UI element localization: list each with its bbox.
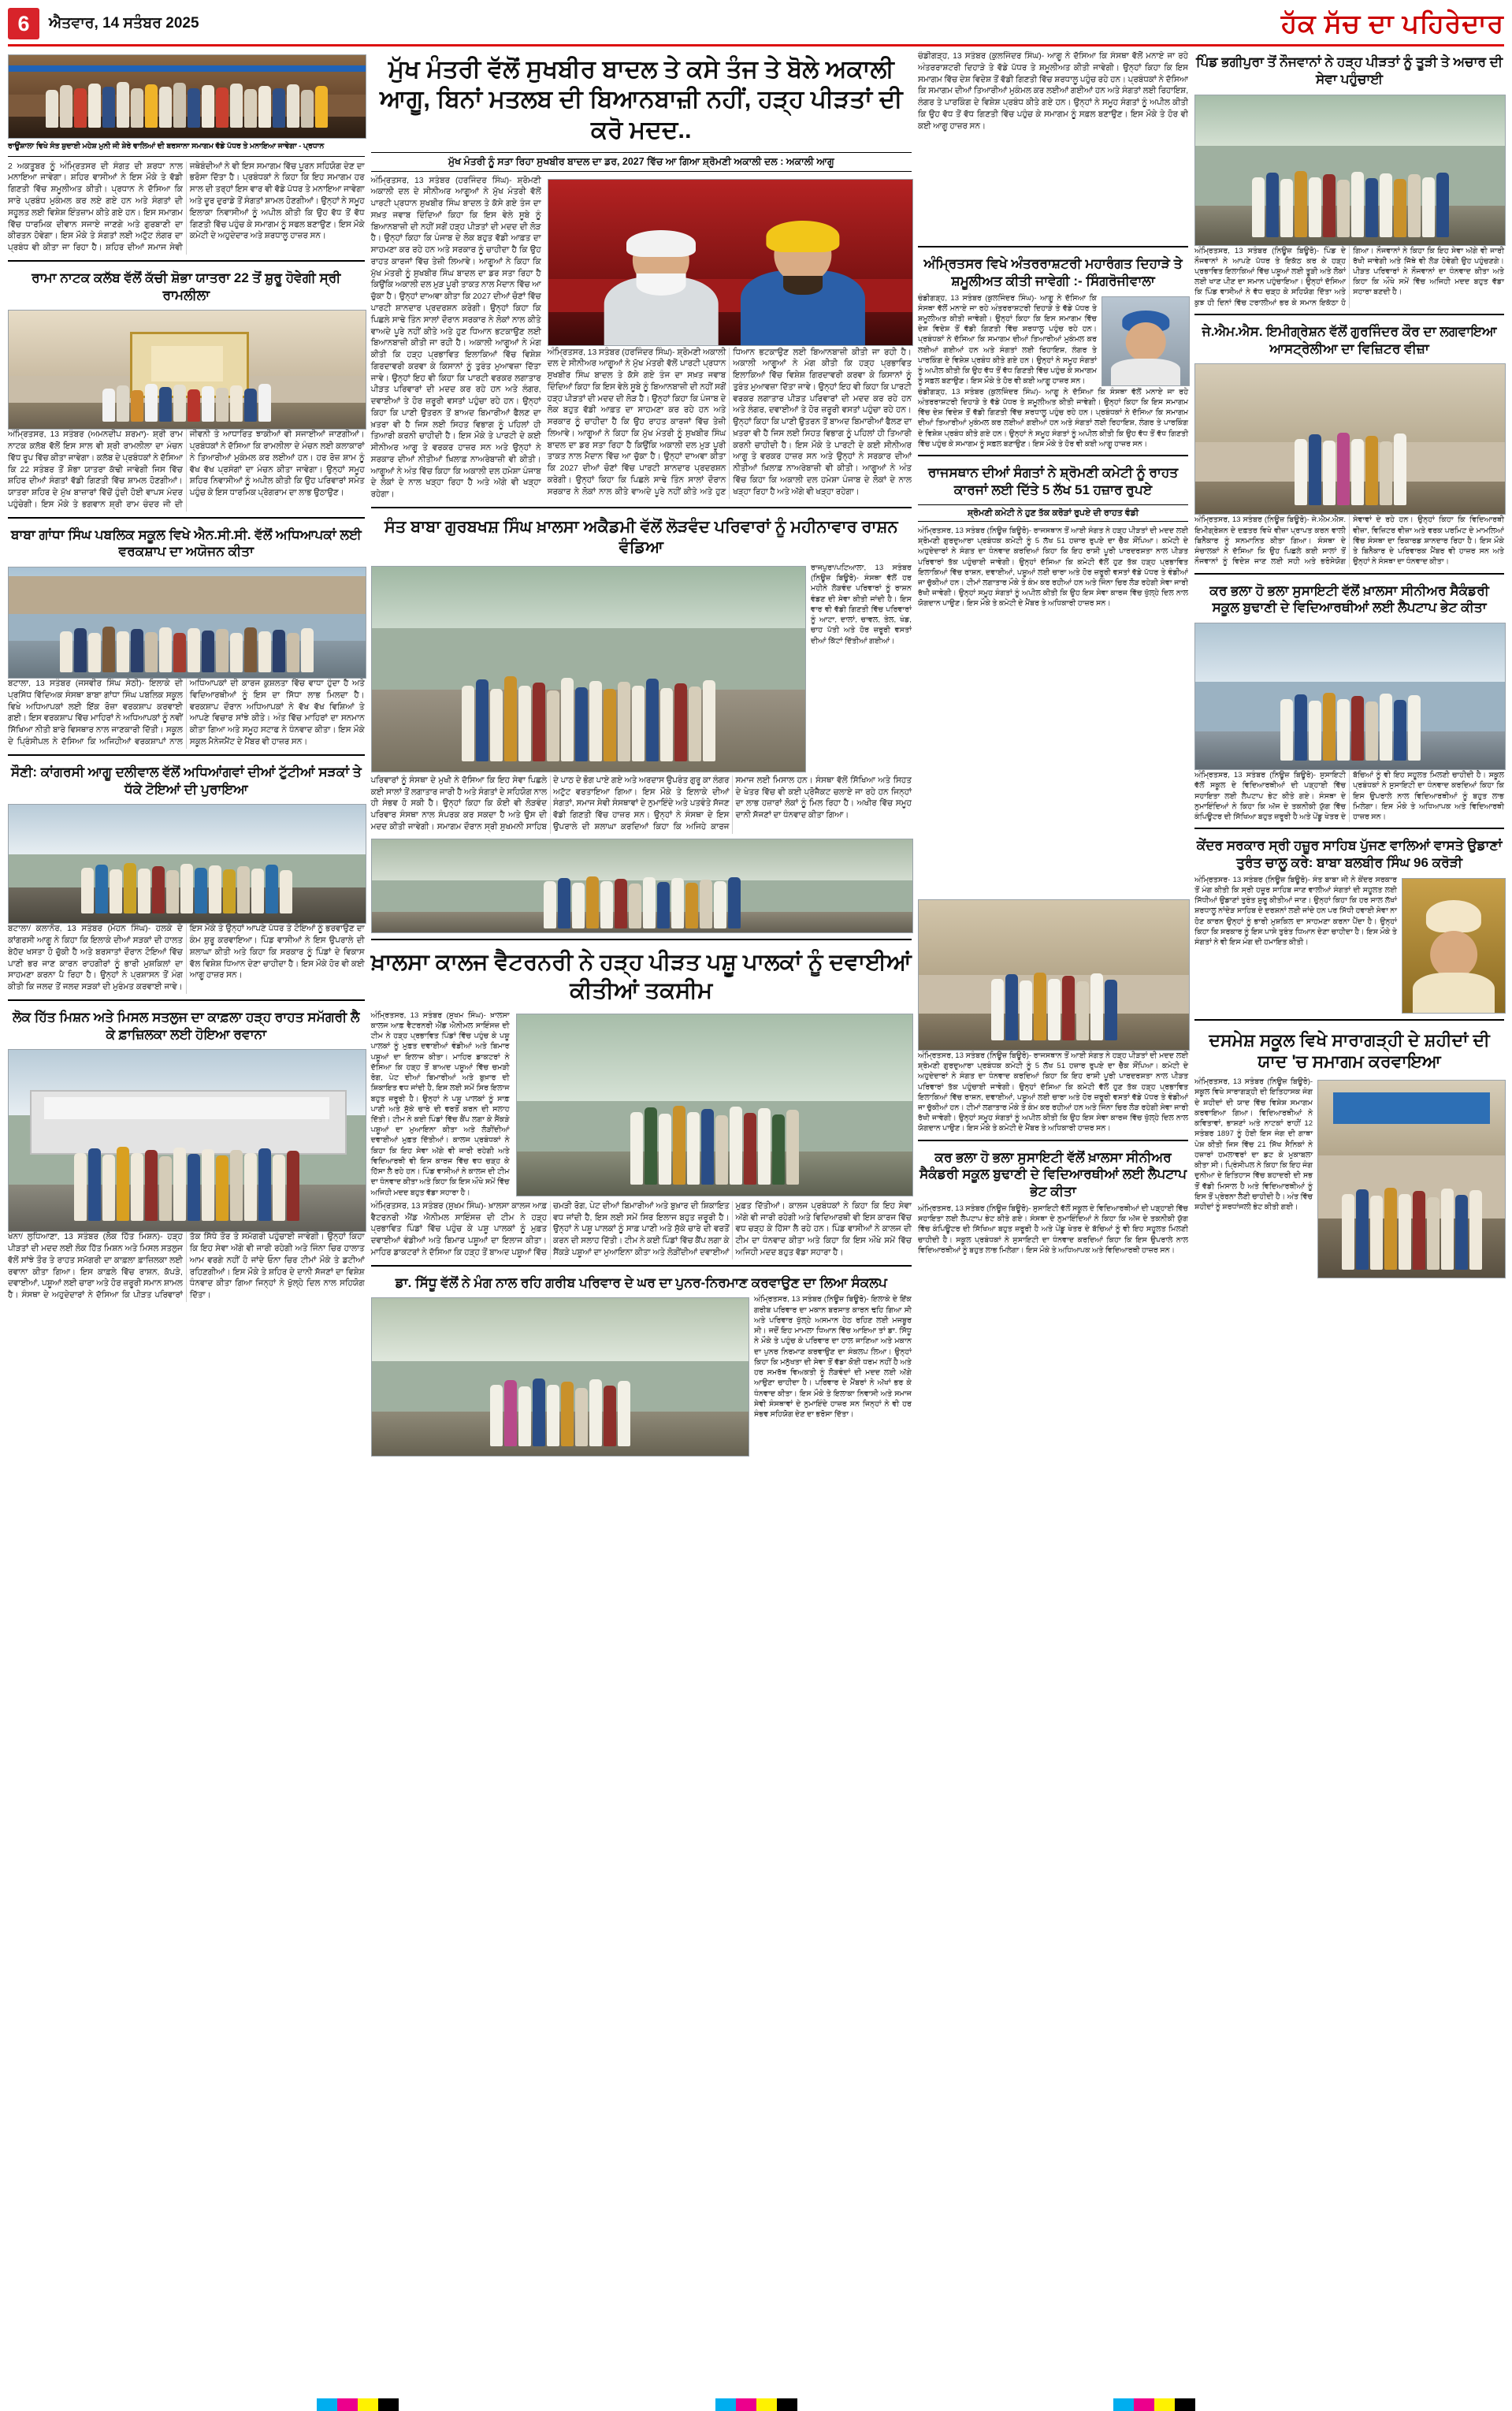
headline-sidhu-house-rebuild: ਡਾ. ਸਿੱਧੂ ਵੱਲੋਂ ਨੇ ਮੰਗ ਨਾਲ ਰਹਿ ਗਰੀਬ ਪਰਿਵਾਰ ਦੇ ਘਰ ਦਾ ਪੁਨਰ-ਨਿਰਮਾਣ ਕਰਵਾਉਣ ਦਾ ਲਿਆ ਸੰਕਲਪ <box>395 1274 887 1290</box>
story-2-body: ਅੰਮ੍ਰਿਤਸਰ, 13 ਸਤੰਬਰ (ਅਮਨਦੀਪ ਸ਼ਰਮਾ)- ਸ਼੍ਰੀ ਰਾਮ ਨਾਟਕ ਕਲੱਬ ਵੱਲੋਂ ਇਸ ਸਾਲ ਵੀ ਸ਼੍ਰੀ ਰਾਮਲੀਲਾ ਦਾ ਮੰਚਨ ਵਿੱਧ ਰੂਪ ਵਿੱਚ ਕੀਤਾ ਜਾਵੇਗਾ। ਕਲੱਬ ਦੇ ਪ੍ਰਬੰਧਕਾਂ ਨੇ ਦੱਸਿਆ ਕਿ 22 ਸਤੰਬਰ ਤੋਂ ਸ਼ੋਭਾ ਯਾਤਰਾ ਕੱਢੀ ਜਾਵੇਗੀ ਜਿਸ ਵਿੱਚ ਸ਼ਹਿਰ ਦੀਆਂ ਸੰਗਤਾਂ ਵੱਡੀ ਗਿਣਤੀ ਵਿੱਚ ਸ਼ਾਮਲ ਹੋਣਗੀਆਂ। ਯਾਤਰਾ ਸ਼ਹਿਰ ਦੇ ਮੁੱਖ ਬਾਜ਼ਾਰਾਂ ਵਿੱਚੋਂ ਹੁੰਦੀ ਹੋਈ ਵਾਪਸ ਮੰਦਰ ਪਹੁੰਚੇਗੀ। ਇਸ ਮੌਕੇ ਤੇ ਭਗਵਾਨ ਸ਼੍ਰੀ ਰਾਮ ਚੰਦਰ ਜੀ ਦੀ ਜੀਵਨੀ ਤੇ ਆਧਾਰਿਤ ਝਾਕੀਆਂ ਵੀ ਸਜਾਈਆਂ ਜਾਣਗੀਆਂ। ਪ੍ਰਬੰਧਕਾਂ ਨੇ ਦੱਸਿਆ ਕਿ ਰਾਮਲੀਲਾ ਦੇ ਮੰਚਨ ਲਈ ਕਲਾਕਾਰਾਂ ਨੇ ਤਿਆਰੀਆਂ ਮੁਕੰਮਲ ਕਰ ਲਈਆਂ ਹਨ। ਹਰ ਰੋਜ਼ ਸ਼ਾਮ ਨੂੰ ਵੱਖ ਵੱਖ ਪ੍ਰਸੰਗਾਂ ਦਾ ਮੰਚਨ ਕੀਤਾ ਜਾਵੇਗਾ। ਉਨ੍ਹਾਂ ਸਮੂਹ ਸ਼ਹਿਰ ਨਿਵਾਸੀਆਂ ਨੂੰ ਅਪੀਲ ਕੀਤੀ ਕਿ ਉਹ ਪਰਿਵਾਰਾਂ ਸਮੇਤ ਪਹੁੰਚ ਕੇ ਇਸ ਧਾਰਮਿਕ ਪ੍ਰੋਗਰਾਮ ਦਾ ਲਾਭ ਉਠਾਉਣ। <box>8 430 365 509</box>
column-4 <box>1194 51 1504 2368</box>
story-jms-body: ਅੰਮ੍ਰਿਤਸਰ, 13 ਸਤੰਬਰ (ਨਿਊਜ਼ ਬਿਊਰੋ)- ਜੇ.ਐਮ.ਐਸ. ਇਮੀਗ੍ਰੇਸ਼ਨ ਦੇ ਦਫ਼ਤਰ ਵਿਖੇ ਵੀਜ਼ਾ ਪ੍ਰਾਪਤ ਕਰਨ ਵਾਲੀ ਬਿਨੈਕਾਰ ਨੂੰ ਸਨਮਾਨਿਤ ਕੀਤਾ ਗਿਆ। ਸੰਸਥਾ ਦੇ ਸੰਚਾਲਕਾਂ ਨੇ ਦੱਸਿਆ ਕਿ ਉਹ ਪਿਛਲੇ ਕਈ ਸਾਲਾਂ ਤੋਂ ਨੌਜਵਾਨਾਂ ਨੂੰ ਵਿਦੇਸ਼ ਜਾਣ ਲਈ ਸਹੀ ਅਤੇ ਭਰੋਸੇਯੋਗ ਸੇਵਾਵਾਂ ਦੇ ਰਹੇ ਹਨ। ਉਨ੍ਹਾਂ ਕਿਹਾ ਕਿ ਵਿਦਿਆਰਥੀ ਵੀਜ਼ਾ, ਵਿਜ਼ਿਟਰ ਵੀਜ਼ਾ ਅਤੇ ਵਰਕ ਪਰਮਿਟ ਦੇ ਮਾਮਲਿਆਂ ਵਿੱਚ ਸੰਸਥਾ ਦਾ ਰਿਕਾਰਡ ਸ਼ਾਨਦਾਰ ਰਿਹਾ ਹੈ। ਇਸ ਮੌਕੇ ਤੇ ਬਿਨੈਕਾਰ ਦੇ ਪਰਿਵਾਰਕ ਮੈਂਬਰ ਵੀ ਹਾਜ਼ਰ ਸਨ ਅਤੇ ਉਨ੍ਹਾਂ ਨੇ ਸੰਸਥਾ ਦਾ ਧੰਨਵਾਦ ਕੀਤਾ। <box>1194 515 1505 567</box>
headline-veterinary-flood: ਖ਼ਾਲਸਾ ਕਾਲਜ ਵੈਟਰਨਰੀ ਨੇ ਹੜ੍ਹ ਪੀੜਤ ਪਸ਼ੂ ਪਾਲਕਾਂ ਨੂੰ ਦਵਾਈਆਂ ਕੀਤੀਆਂ ਤਕਸੀਮ <box>370 949 912 1003</box>
masthead <box>8 6 1504 47</box>
photo-ration-distribution <box>371 566 804 771</box>
story-bhagipura-body: ਅੰਮ੍ਰਿਤਸਰ, 13 ਸਤੰਬਰ (ਨਿਊਜ਼ ਬਿਊਰੋ)- ਪਿੰਡ ਦੇ ਨੌਜਵਾਨਾਂ ਨੇ ਆਪਣੇ ਪੱਧਰ ਤੇ ਇਕੱਠ ਕਰ ਕੇ ਹੜ੍ਹ ਪ੍ਰਭਾਵਿਤ ਇਲਾਕਿਆਂ ਵਿੱਚ ਪਸ਼ੂਆਂ ਲਈ ਤੂੜੀ ਅਤੇ ਲੋਕਾਂ ਲਈ ਖਾਣ ਪੀਣ ਦਾ ਸਮਾਨ ਪਹੁੰਚਾਇਆ। ਉਨ੍ਹਾਂ ਦੱਸਿਆ ਕਿ ਪਿੰਡ ਵਾਸੀਆਂ ਨੇ ਵੱਧ ਚੜ੍ਹ ਕੇ ਸਹਿਯੋਗ ਦਿੱਤਾ ਅਤੇ ਕੁਝ ਹੀ ਦਿਨਾਂ ਵਿੱਚ ਟਰਾਲੀਆਂ ਭਰ ਕੇ ਸਮਾਨ ਇਕੱਠਾ ਹੋ ਗਿਆ। ਨੌਜਵਾਨਾਂ ਨੇ ਕਿਹਾ ਕਿ ਇਹ ਸੇਵਾ ਅੱਗੇ ਵੀ ਜਾਰੀ ਰੱਖੀ ਜਾਵੇਗੀ ਅਤੇ ਜਿੱਥੇ ਵੀ ਲੋੜ ਹੋਵੇਗੀ ਉਹ ਪਹੁੰਚਣਗੇ। ਪੀੜਤ ਪਰਿਵਾਰਾਂ ਨੇ ਨੌਜਵਾਨਾਂ ਦਾ ਧੰਨਵਾਦ ਕੀਤਾ ਅਤੇ ਕਿਹਾ ਕਿ ਔਖੇ ਸਮੇਂ ਵਿੱਚ ਅਜਿਹੀ ਮਦਦ ਬਹੁਤ ਵੱਡਾ ਸਹਾਰਾ ਬਣਦੀ ਹੈ। <box>1194 246 1505 307</box>
column-1 <box>8 51 365 2368</box>
lead-body-part2: ਅੰਮ੍ਰਿਤਸਰ, 13 ਸਤੰਬਰ (ਹਰਜਿੰਦਰ ਸਿੰਘ)- ਸ਼੍ਰੋਮਣੀ ਅਕਾਲੀ ਦਲ ਦੇ ਸੀਨੀਅਰ ਆਗੂਆਂ ਨੇ ਮੁੱਖ ਮੰਤਰੀ ਵੱਲੋਂ ਪਾਰਟੀ ਪ੍ਰਧਾਨ ਸੁਖਬੀਰ ਸਿੰਘ ਬਾਦਲ ਤੇ ਕੱਸੇ ਗਏ ਤੰਜ ਦਾ ਸਖ਼ਤ ਜਵਾਬ ਦਿੰਦਿਆਂ ਕਿਹਾ ਕਿ ਇਸ ਵੇਲੇ ਸੂਬੇ ਨੂੰ ਬਿਆਨਬਾਜ਼ੀ ਦੀ ਨਹੀਂ ਸਗੋਂ ਹੜ੍ਹ ਪੀੜਤਾਂ ਦੀ ਮਦਦ ਦੀ ਲੋੜ ਹੈ। ਉਨ੍ਹਾਂ ਕਿਹਾ ਕਿ ਪੰਜਾਬ ਦੇ ਲੋਕ ਬਹੁਤ ਵੱਡੀ ਆਫ਼ਤ ਦਾ ਸਾਹਮਣਾ ਕਰ ਰਹੇ ਹਨ ਅਤੇ ਸਰਕਾਰ ਨੂੰ ਚਾਹੀਦਾ ਹੈ ਕਿ ਉਹ ਰਾਹਤ ਕਾਰਜਾਂ ਵਿੱਚ ਤੇਜ਼ੀ ਲਿਆਵੇ। ਆਗੂਆਂ ਨੇ ਕਿਹਾ ਕਿ ਮੁੱਖ ਮੰਤਰੀ ਨੂੰ ਸੁਖਬੀਰ ਸਿੰਘ ਬਾਦਲ ਦਾ ਡਰ ਸਤਾ ਰਿਹਾ ਹੈ ਕਿਉਂਕਿ ਅਕਾਲੀ ਦਲ ਮੁੜ ਪੂਰੀ ਤਾਕਤ ਨਾਲ ਮੈਦਾਨ ਵਿੱਚ ਆ ਚੁੱਕਾ ਹੈ। ਉਨ੍ਹਾਂ ਦਾਅਵਾ ਕੀਤਾ ਕਿ 2027 ਦੀਆਂ ਚੋਣਾਂ ਵਿੱਚ ਪਾਰਟੀ ਸ਼ਾਨਦਾਰ ਪ੍ਰਦਰਸ਼ਨ ਕਰੇਗੀ। ਉਨ੍ਹਾਂ ਕਿਹਾ ਕਿ ਪਿਛਲੇ ਸਾਢੇ ਤਿੰਨ ਸਾਲਾਂ ਦੌਰਾਨ ਸਰਕਾਰ ਨੇ ਲੋਕਾਂ ਨਾਲ ਕੀਤੇ ਵਾਅਦੇ ਪੂਰੇ ਨਹੀਂ ਕੀਤੇ ਅਤੇ ਹੁਣ ਧਿਆਨ ਭਟਕਾਉਣ ਲਈ ਬਿਆਨਬਾਜ਼ੀ ਕੀਤੀ ਜਾ ਰਹੀ ਹੈ। ਅਕਾਲੀ ਆਗੂਆਂ ਨੇ ਮੰਗ ਕੀਤੀ ਕਿ ਹੜ੍ਹ ਪ੍ਰਭਾਵਿਤ ਇਲਾਕਿਆਂ ਵਿੱਚ ਵਿਸ਼ੇਸ਼ ਗਿਰਦਾਵਰੀ ਕਰਵਾ ਕੇ ਕਿਸਾਨਾਂ ਨੂੰ ਤੁਰੰਤ ਮੁਆਵਜ਼ਾ ਦਿੱਤਾ ਜਾਵੇ। ਉਨ੍ਹਾਂ ਇਹ ਵੀ ਕਿਹਾ ਕਿ ਪਾਰਟੀ ਵਰਕਰ ਲਗਾਤਾਰ ਪੀੜਤ ਪਰਿਵਾਰਾਂ ਦੀ ਮਦਦ ਕਰ ਰਹੇ ਹਨ ਅਤੇ ਲੰਗਰ, ਦਵਾਈਆਂ ਤੇ ਹੋਰ ਜ਼ਰੂਰੀ ਵਸਤਾਂ ਪਹੁੰਚਾ ਰਹੇ ਹਨ। ਉਨ੍ਹਾਂ ਕਿਹਾ ਕਿ ਪਾਣੀ ਉਤਰਨ ਤੋਂ ਬਾਅਦ ਬਿਮਾਰੀਆਂ ਫੈਲਣ ਦਾ ਖ਼ਤਰਾ ਵੀ ਹੈ ਜਿਸ ਲਈ ਸਿਹਤ ਵਿਭਾਗ ਨੂੰ ਪਹਿਲਾਂ ਹੀ ਤਿਆਰੀ ਕਰਨੀ ਚਾਹੀਦੀ ਹੈ। ਇਸ ਮੌਕੇ ਤੇ ਪਾਰਟੀ ਦੇ ਕਈ ਸੀਨੀਅਰ ਆਗੂ ਤੇ ਵਰਕਰ ਹਾਜ਼ਰ ਸਨ ਅਤੇ ਉਨ੍ਹਾਂ ਨੇ ਸਰਕਾਰ ਦੀਆਂ ਨੀਤੀਆਂ ਖ਼ਿਲਾਫ਼ ਨਾਅਰੇਬਾਜ਼ੀ ਵੀ ਕੀਤੀ। ਆਗੂਆਂ ਨੇ ਅੰਤ ਵਿੱਚ ਕਿਹਾ ਕਿ ਅਕਾਲੀ ਦਲ ਹਮੇਸ਼ਾ ਪੰਜਾਬ ਦੇ ਲੋਕਾਂ ਦੇ ਨਾਲ ਖੜ੍ਹਾ ਰਿਹਾ ਹੈ ਅਤੇ ਅੱਗੇ ਵੀ ਖੜ੍ਹਾ ਰਹੇਗਾ। <box>547 348 912 497</box>
photo-leaders-press <box>548 179 912 344</box>
story-ration-body: ਪਰਿਵਾਰਾਂ ਨੂੰ ਸੰਸਥਾ ਦੇ ਮੁਖੀ ਨੇ ਦੱਸਿਆ ਕਿ ਇਹ ਸੇਵਾ ਪਿਛਲੇ ਕਈ ਸਾਲਾਂ ਤੋਂ ਲਗਾਤਾਰ ਜਾਰੀ ਹੈ ਅਤੇ ਸੰਗਤਾਂ ਦੇ ਸਹਿਯੋਗ ਨਾਲ ਹੀ ਸੰਭਵ ਹੋ ਸਕੀ ਹੈ। ਉਨ੍ਹਾਂ ਕਿਹਾ ਕਿ ਕੋਈ ਵੀ ਲੋੜਵੰਦ ਪਰਿਵਾਰ ਸੰਸਥਾ ਨਾਲ ਸੰਪਰਕ ਕਰ ਸਕਦਾ ਹੈ ਅਤੇ ਉਸ ਦੀ ਮਦਦ ਕੀਤੀ ਜਾਵੇਗੀ। ਸਮਾਗਮ ਦੌਰਾਨ ਸ੍ਰੀ ਸੁਖਮਨੀ ਸਾਹਿਬ ਦੇ ਪਾਠ ਦੇ ਭੋਗ ਪਾਏ ਗਏ ਅਤੇ ਅਰਦਾਸ ਉਪਰੰਤ ਗੁਰੂ ਕਾ ਲੰਗਰ ਅਟੁੱਟ ਵਰਤਾਇਆ ਗਿਆ। ਇਸ ਮੌਕੇ ਤੇ ਇਲਾਕੇ ਦੀਆਂ ਸੰਗਤਾਂ, ਸਮਾਜ ਸੇਵੀ ਸੰਸਥਾਵਾਂ ਦੇ ਨੁਮਾਇੰਦੇ ਅਤੇ ਪਤਵੰਤੇ ਸੱਜਣ ਵੱਡੀ ਗਿਣਤੀ ਵਿੱਚ ਹਾਜ਼ਰ ਸਨ। ਉਨ੍ਹਾਂ ਨੇ ਸੰਸਥਾ ਦੇ ਇਸ ਉਪਰਾਲੇ ਦੀ ਸ਼ਲਾਘਾ ਕਰਦਿਆਂ ਕਿਹਾ ਕਿ ਅਜਿਹੇ ਕਾਰਜ ਸਮਾਜ ਲਈ ਮਿਸਾਲ ਹਨ। ਸੰਸਥਾ ਵੱਲੋਂ ਸਿੱਖਿਆ ਅਤੇ ਸਿਹਤ ਦੇ ਖੇਤਰ ਵਿੱਚ ਵੀ ਕਈ ਪ੍ਰੋਜੈਕਟ ਚਲਾਏ ਜਾ ਰਹੇ ਹਨ ਜਿਨ੍ਹਾਂ ਦਾ ਲਾਭ ਹਜ਼ਾਰਾਂ ਲੋਕਾਂ ਨੂੰ ਮਿਲ ਰਿਹਾ ਹੈ। ਅਖੀਰ ਵਿੱਚ ਸਮੂਹ ਦਾਨੀ ਸੱਜਣਾਂ ਦਾ ਧੰਨਵਾਦ ਕੀਤਾ ਗਿਆ। <box>370 776 912 832</box>
story-1-body: 2 ਅਕਤੂਬਰ ਨੂੰ ਅੰਮ੍ਰਿਤਸਰ ਦੀ ਸੰਗਤ ਦੀ ਸ਼ਰਧਾ ਨਾਲ ਮਨਾਇਆ ਜਾਵੇਗਾ। ਸ਼ਹਿਰ ਵਾਸੀਆਂ ਨੇ ਇਸ ਮੌਕੇ ਤੇ ਵੱਡੀ ਗਿਣਤੀ ਵਿੱਚ ਸ਼ਮੂਲੀਅਤ ਕੀਤੀ। ਪ੍ਰਧਾਨ ਨੇ ਦੱਸਿਆ ਕਿ ਸਾਰੇ ਪ੍ਰਬੰਧ ਮੁਕੰਮਲ ਕਰ ਲਏ ਗਏ ਹਨ ਅਤੇ ਸੰਗਤਾਂ ਦੀ ਸਹੂਲਤ ਲਈ ਵਿਸ਼ੇਸ਼ ਇੰਤਜ਼ਾਮ ਕੀਤੇ ਗਏ ਹਨ। ਇਸ ਸਮਾਗਮ ਵਿੱਚ ਧਾਰਮਿਕ ਦੀਵਾਨ ਸਜਾਏ ਜਾਣਗੇ ਅਤੇ ਗੁਰਬਾਣੀ ਦਾ ਕੀਰਤਨ ਹੋਵੇਗਾ। ਇਸ ਮੌਕੇ ਤੇ ਸੰਗਤਾਂ ਲਈ ਅਟੁੱਟ ਲੰਗਰ ਦਾ ਪ੍ਰਬੰਧ ਵੀ ਕੀਤਾ ਜਾ ਰਿਹਾ ਹੈ। ਸ਼ਹਿਰ ਦੀਆਂ ਸਮਾਜ ਸੇਵੀ ਜਥੇਬੰਦੀਆਂ ਨੇ ਵੀ ਇਸ ਸਮਾਗਮ ਵਿੱਚ ਪੂਰਨ ਸਹਿਯੋਗ ਦੇਣ ਦਾ ਭਰੋਸਾ ਦਿੱਤਾ ਹੈ। ਪ੍ਰਬੰਧਕਾਂ ਨੇ ਕਿਹਾ ਕਿ ਇਹ ਸਮਾਗਮ ਹਰ ਸਾਲ ਦੀ ਤਰ੍ਹਾਂ ਇਸ ਵਾਰ ਵੀ ਵੱਡੇ ਪੱਧਰ ਤੇ ਮਨਾਇਆ ਜਾਵੇਗਾ ਅਤੇ ਦੂਰ ਦੁਰਾਡੇ ਤੋਂ ਸੰਗਤਾਂ ਸ਼ਾਮਲ ਹੋਣਗੀਆਂ। ਉਨ੍ਹਾਂ ਨੇ ਸਮੂਹ ਇਲਾਕਾ ਨਿਵਾਸੀਆਂ ਨੂੰ ਅਪੀਲ ਕੀਤੀ ਕਿ ਉਹ ਵੱਧ ਤੋਂ ਵੱਧ ਗਿਣਤੀ ਵਿੱਚ ਪਹੁੰਚ ਕੇ ਸਮਾਗਮ ਨੂੰ ਸਫਲ ਬਣਾਉਣ। ਇਸ ਮੌਕੇ ਕਮੇਟੀ ਦੇ ਅਹੁਦੇਦਾਰ ਅਤੇ ਸ਼ਰਧਾਲੂ ਹਾਜ਼ਰ ਸਨ। <box>8 162 365 253</box>
headline-hazur-sahib-flights: ਕੇਂਦਰ ਸਰਕਾਰ ਸ੍ਰੀ ਹਜ਼ੂਰ ਸਾਹਿਬ ਪੁੱਜਣ ਵਾਲਿਆਂ ਵਾਸਤੇ ਉਡਾਣਾਂ ਤੁਰੰਤ ਚਾਲੂ ਕਰੇ: ਬਾਬਾ ਬਲਬੀਰ ਸਿੰਘ 96 ਕਰੋੜੀ <box>1196 838 1503 870</box>
photo-family-house <box>371 1297 748 1455</box>
photo-leader-portrait <box>1101 296 1188 385</box>
story-laptop-body: ਅੰਮ੍ਰਿਤਸਰ, 13 ਸਤੰਬਰ (ਨਿਊਜ਼ ਬਿਊਰੋ)- ਸੁਸਾਇਟੀ ਵੱਲੋਂ ਸਕੂਲ ਦੇ ਵਿਦਿਆਰਥੀਆਂ ਦੀ ਪੜ੍ਹਾਈ ਵਿੱਚ ਸਹਾਇਤਾ ਲਈ ਲੈਪਟਾਪ ਭੇਟ ਕੀਤੇ ਗਏ। ਸੰਸਥਾ ਦੇ ਨੁਮਾਇੰਦਿਆਂ ਨੇ ਕਿਹਾ ਕਿ ਅੱਜ ਦੇ ਤਕਨੀਕੀ ਯੁੱਗ ਵਿੱਚ ਕੰਪਿਊਟਰ ਦੀ ਸਿੱਖਿਆ ਬਹੁਤ ਜ਼ਰੂਰੀ ਹੈ ਅਤੇ ਪੇਂਡੂ ਖੇਤਰ ਦੇ ਬੱਚਿਆਂ ਨੂੰ ਵੀ ਇਹ ਸਹੂਲਤ ਮਿਲਣੀ ਚਾਹੀਦੀ ਹੈ। ਸਕੂਲ ਪ੍ਰਬੰਧਕਾਂ ਨੇ ਸੁਸਾਇਟੀ ਦਾ ਧੰਨਵਾਦ ਕਰਦਿਆਂ ਕਿਹਾ ਕਿ ਇਸ ਉਪਰਾਲੇ ਨਾਲ ਵਿਦਿਆਰਥੀਆਂ ਨੂੰ ਬਹੁਤ ਲਾਭ ਮਿਲੇਗਾ। ਇਸ ਮੌਕੇ ਤੇ ਅਧਿਆਪਕ ਅਤੇ ਵਿਦਿਆਰਥੀ ਹਾਜ਼ਰ ਸਨ। <box>1194 771 1505 822</box>
photo-saragarhi-assembly <box>1317 1080 1504 1277</box>
column-2 <box>371 51 912 2368</box>
headline-laptop-donation: ਕਰ ਭਲਾ ਹੋ ਭਲਾ ਸੁਸਾਇਟੀ ਵੱਲੋਂ ਖ਼ਾਲਸਾ ਸੀਨੀਅਰ ਸੈਕੰਡਰੀ ਸਕੂਲ ਬੁਢਾਣੀ ਦੇ ਵਿਦਿਆਰਥੀਆਂ ਲਈ ਲੈਪਟਾਪ ਭੇਟ ਕੀਤਾ <box>1209 582 1489 616</box>
story-col3-misc-body: ਅੰਮ੍ਰਿਤਸਰ, 13 ਸਤੰਬਰ (ਨਿਊਜ਼ ਬਿਊਰੋ)- ਸੁਸਾਇਟੀ ਵੱਲੋਂ ਸਕੂਲ ਦੇ ਵਿਦਿਆਰਥੀਆਂ ਦੀ ਪੜ੍ਹਾਈ ਵਿੱਚ ਸਹਾਇਤਾ ਲਈ ਲੈਪਟਾਪ ਭੇਟ ਕੀਤੇ ਗਏ। ਸੰਸਥਾ ਦੇ ਨੁਮਾਇੰਦਿਆਂ ਨੇ ਕਿਹਾ ਕਿ ਅੱਜ ਦੇ ਤਕਨੀਕੀ ਯੁੱਗ ਵਿੱਚ ਕੰਪਿਊਟਰ ਦੀ ਸਿੱਖਿਆ ਬਹੁਤ ਜ਼ਰੂਰੀ ਹੈ ਅਤੇ ਪੇਂਡੂ ਖੇਤਰ ਦੇ ਬੱਚਿਆਂ ਨੂੰ ਵੀ ਇਹ ਸਹੂਲਤ ਮਿਲਣੀ ਚਾਹੀਦੀ ਹੈ। ਸਕੂਲ ਪ੍ਰਬੰਧਕਾਂ ਨੇ ਸੁਸਾਇਟੀ ਦਾ ਧੰਨਵਾਦ ਕਰਦਿਆਂ ਕਿਹਾ ਕਿ ਇਸ ਉਪਰਾਲੇ ਨਾਲ ਵਿਦਿਆਰਥੀਆਂ ਨੂੰ ਬਹੁਤ ਲਾਭ ਮਿਲੇਗਾ। ਇਸ ਮੌਕੇ ਤੇ ਅਧਿਆਪਕ ਅਤੇ ਵਿਦਿਆਰਥੀ ਹਾਜ਼ਰ ਸਨ। <box>917 1204 1189 1255</box>
story-rajasthan-body: ਅੰਮ੍ਰਿਤਸਰ, 13 ਸਤੰਬਰ (ਨਿਊਜ਼ ਬਿਊਰੋ)- ਰਾਜਸਥਾਨ ਤੋਂ ਆਈ ਸੰਗਤ ਨੇ ਹੜ੍ਹ ਪੀੜਤਾਂ ਦੀ ਮਦਦ ਲਈ ਸ਼੍ਰੋਮਣੀ ਗੁਰਦੁਆਰਾ ਪ੍ਰਬੰਧਕ ਕਮੇਟੀ ਨੂੰ 5 ਲੱਖ 51 ਹਜ਼ਾਰ ਰੁਪਏ ਦਾ ਚੈੱਕ ਸੌਂਪਿਆ। ਕਮੇਟੀ ਦੇ ਅਹੁਦੇਦਾਰਾਂ ਨੇ ਸੰਗਤ ਦਾ ਧੰਨਵਾਦ ਕਰਦਿਆਂ ਕਿਹਾ ਕਿ ਇਹ ਰਾਸ਼ੀ ਪੂਰੀ ਪਾਰਦਰਸ਼ਤਾ ਨਾਲ ਪੀੜਤ ਪਰਿਵਾਰਾਂ ਤੱਕ ਪਹੁੰਚਾਈ ਜਾਵੇਗੀ। ਉਨ੍ਹਾਂ ਦੱਸਿਆ ਕਿ ਕਮੇਟੀ ਵੱਲੋਂ ਹੁਣ ਤੱਕ ਹੜ੍ਹ ਪ੍ਰਭਾਵਿਤ ਇਲਾਕਿਆਂ ਵਿੱਚ ਰਾਸ਼ਨ, ਦਵਾਈਆਂ, ਪਸ਼ੂਆਂ ਲਈ ਚਾਰਾ ਅਤੇ ਹੋਰ ਜ਼ਰੂਰੀ ਵਸਤਾਂ ਵੱਡੇ ਪੱਧਰ ਤੇ ਵੰਡੀਆਂ ਜਾ ਚੁੱਕੀਆਂ ਹਨ। ਟੀਮਾਂ ਲਗਾਤਾਰ ਮੌਕੇ ਤੇ ਕੰਮ ਕਰ ਰਹੀਆਂ ਹਨ ਅਤੇ ਜਿੰਨਾ ਚਿਰ ਲੋੜ ਰਹੇਗੀ ਸੇਵਾ ਜਾਰੀ ਰੱਖੀ ਜਾਵੇਗੀ। ਉਨ੍ਹਾਂ ਸਮੂਹ ਸੰਗਤਾਂ ਨੂੰ ਅਪੀਲ ਕੀਤੀ ਕਿ ਉਹ ਇਸ ਸੇਵਾ ਕਾਰਜ ਵਿੱਚ ਖੁੱਲ੍ਹੇ ਦਿਲ ਨਾਲ ਯੋਗਦਾਨ ਪਾਉਣ। ਇਸ ਮੌਕੇ ਤੇ ਕਮੇਟੀ ਦੇ ਮੈਂਬਰ ਤੇ ਅਧਿਕਾਰੀ ਹਾਜ਼ਰ ਸਨ। <box>917 526 1189 608</box>
photo-road-repair <box>8 804 365 922</box>
story-saragarhi-body: ਅੰਮ੍ਰਿਤਸਰ, 13 ਸਤੰਬਰ (ਨਿਊਜ਼ ਬਿਊਰੋ)- ਸਕੂਲ ਵਿਖੇ ਸਾਰਾਗੜ੍ਹੀ ਦੀ ਇਤਿਹਾਸਕ ਜੰਗ ਦੇ ਸ਼ਹੀਦਾਂ ਦੀ ਯਾਦ ਵਿੱਚ ਵਿਸ਼ੇਸ਼ ਸਮਾਗਮ ਕਰਵਾਇਆ ਗਿਆ। ਵਿਦਿਆਰਥੀਆਂ ਨੇ ਕਵਿਤਾਵਾਂ, ਭਾਸ਼ਣਾਂ ਅਤੇ ਨਾਟਕਾਂ ਰਾਹੀਂ 12 ਸਤੰਬਰ 1897 ਨੂੰ ਹੋਈ ਇਸ ਜੰਗ ਦੀ ਗਾਥਾ ਪੇਸ਼ ਕੀਤੀ ਜਿਸ ਵਿੱਚ 21 ਸਿੱਖ ਸੈਨਿਕਾਂ ਨੇ ਹਜ਼ਾਰਾਂ ਹਮਲਾਵਰਾਂ ਦਾ ਡਟ ਕੇ ਮੁਕਾਬਲਾ ਕੀਤਾ ਸੀ। ਪ੍ਰਿੰਸੀਪਲ ਨੇ ਕਿਹਾ ਕਿ ਇਹ ਜੰਗ ਦੁਨੀਆ ਦੇ ਇਤਿਹਾਸ ਵਿੱਚ ਬਹਾਦਰੀ ਦੀ ਸਭ ਤੋਂ ਵੱਡੀ ਮਿਸਾਲ ਹੈ ਅਤੇ ਵਿਦਿਆਰਥੀਆਂ ਨੂੰ ਇਸ ਤੋਂ ਪ੍ਰੇਰਨਾ ਲੈਣੀ ਚਾਹੀਦੀ ਹੈ। ਅੰਤ ਵਿੱਚ ਸ਼ਹੀਦਾਂ ਨੂੰ ਸ਼ਰਧਾਂਜਲੀ ਭੇਟ ਕੀਤੀ ਗਈ। <box>1194 1077 1313 1211</box>
photo-sangat-group <box>371 839 912 932</box>
story-vet-body-left: ਅੰਮ੍ਰਿਤਸਰ, 13 ਸਤੰਬਰ (ਸੁਖਮ ਸਿੰਘ)- ਖ਼ਾਲਸਾ ਕਾਲਜ ਆਫ਼ ਵੈਟਰਨਰੀ ਐਂਡ ਐਨੀਮਲ ਸਾਇੰਸਜ਼ ਦੀ ਟੀਮ ਨੇ ਹੜ੍ਹ ਪ੍ਰਭਾਵਿਤ ਪਿੰਡਾਂ ਵਿੱਚ ਪਹੁੰਚ ਕੇ ਪਸ਼ੂ ਪਾਲਕਾਂ ਨੂੰ ਮੁਫ਼ਤ ਦਵਾਈਆਂ ਵੰਡੀਆਂ ਅਤੇ ਬਿਮਾਰ ਪਸ਼ੂਆਂ ਦਾ ਇਲਾਜ ਕੀਤਾ। ਮਾਹਿਰ ਡਾਕਟਰਾਂ ਨੇ ਦੱਸਿਆ ਕਿ ਹੜ੍ਹ ਤੋਂ ਬਾਅਦ ਪਸ਼ੂਆਂ ਵਿੱਚ ਚਮੜੀ ਰੋਗ, ਪੇਟ ਦੀਆਂ ਬਿਮਾਰੀਆਂ ਅਤੇ ਬੁਖ਼ਾਰ ਦੀ ਸ਼ਿਕਾਇਤ ਵਧ ਜਾਂਦੀ ਹੈ, ਇਸ ਲਈ ਸਮੇਂ ਸਿਰ ਇਲਾਜ ਬਹੁਤ ਜ਼ਰੂਰੀ ਹੈ। ਉਨ੍ਹਾਂ ਨੇ ਪਸ਼ੂ ਪਾਲਕਾਂ ਨੂੰ ਸਾਫ਼ ਪਾਣੀ ਅਤੇ ਸੁੱਕੇ ਚਾਰੇ ਦੀ ਵਰਤੋਂ ਕਰਨ ਦੀ ਸਲਾਹ ਦਿੱਤੀ। ਟੀਮ ਨੇ ਕਈ ਪਿੰਡਾਂ ਵਿੱਚ ਕੈਂਪ ਲਗਾ ਕੇ ਸੈਂਕੜੇ ਪਸ਼ੂਆਂ ਦਾ ਮੁਆਇਨਾ ਕੀਤਾ ਅਤੇ ਲੋੜੀਂਦੀਆਂ ਦਵਾਈਆਂ ਮੁਫ਼ਤ ਦਿੱਤੀਆਂ। ਕਾਲਜ ਪ੍ਰਬੰਧਕਾਂ ਨੇ ਕਿਹਾ ਕਿ ਇਹ ਸੇਵਾ ਅੱਗੇ ਵੀ ਜਾਰੀ ਰਹੇਗੀ ਅਤੇ ਵਿਦਿਆਰਥੀ ਵੀ ਇਸ ਕਾਰਜ ਵਿੱਚ ਵਧ ਚੜ੍ਹ ਕੇ ਹਿੱਸਾ ਲੈ ਰਹੇ ਹਨ। ਪਿੰਡ ਵਾਸੀਆਂ ਨੇ ਕਾਲਜ ਦੀ ਟੀਮ ਦਾ ਧੰਨਵਾਦ ਕੀਤਾ ਅਤੇ ਕਿਹਾ ਕਿ ਇਸ ਔਖੇ ਸਮੇਂ ਵਿੱਚ ਅਜਿਹੀ ਮਦਦ ਬਹੁਤ ਵੱਡਾ ਸਹਾਰਾ ਹੈ। <box>370 1010 510 1197</box>
swatch-group-3 <box>1113 2398 1195 2411</box>
photo-assembly-1 <box>8 54 365 137</box>
lead-body-part1: ਅੰਮ੍ਰਿਤਸਰ, 13 ਸਤੰਬਰ (ਹਰਜਿੰਦਰ ਸਿੰਘ)- ਸ਼੍ਰੋਮਣੀ ਅਕਾਲੀ ਦਲ ਦੇ ਸੀਨੀਅਰ ਆਗੂਆਂ ਨੇ ਮੁੱਖ ਮੰਤਰੀ ਵੱਲੋਂ ਪਾਰਟੀ ਪ੍ਰਧਾਨ ਸੁਖਬੀਰ ਸਿੰਘ ਬਾਦਲ ਤੇ ਕੱਸੇ ਗਏ ਤੰਜ ਦਾ ਸਖ਼ਤ ਜਵਾਬ ਦਿੰਦਿਆਂ ਕਿਹਾ ਕਿ ਇਸ ਵੇਲੇ ਸੂਬੇ ਨੂੰ ਬਿਆਨਬਾਜ਼ੀ ਦੀ ਨਹੀਂ ਸਗੋਂ ਹੜ੍ਹ ਪੀੜਤਾਂ ਦੀ ਮਦਦ ਦੀ ਲੋੜ ਹੈ। ਉਨ੍ਹਾਂ ਕਿਹਾ ਕਿ ਪੰਜਾਬ ਦੇ ਲੋਕ ਬਹੁਤ ਵੱਡੀ ਆਫ਼ਤ ਦਾ ਸਾਹਮਣਾ ਕਰ ਰਹੇ ਹਨ ਅਤੇ ਸਰਕਾਰ ਨੂੰ ਚਾਹੀਦਾ ਹੈ ਕਿ ਉਹ ਰਾਹਤ ਕਾਰਜਾਂ ਵਿੱਚ ਤੇਜ਼ੀ ਲਿਆਵੇ। ਆਗੂਆਂ ਨੇ ਕਿਹਾ ਕਿ ਮੁੱਖ ਮੰਤਰੀ ਨੂੰ ਸੁਖਬੀਰ ਸਿੰਘ ਬਾਦਲ ਦਾ ਡਰ ਸਤਾ ਰਿਹਾ ਹੈ ਕਿਉਂਕਿ ਅਕਾਲੀ ਦਲ ਮੁੜ ਪੂਰੀ ਤਾਕਤ ਨਾਲ ਮੈਦਾਨ ਵਿੱਚ ਆ ਚੁੱਕਾ ਹੈ। ਉਨ੍ਹਾਂ ਦਾਅਵਾ ਕੀਤਾ ਕਿ 2027 ਦੀਆਂ ਚੋਣਾਂ ਵਿੱਚ ਪਾਰਟੀ ਸ਼ਾਨਦਾਰ ਪ੍ਰਦਰਸ਼ਨ ਕਰੇਗੀ। ਉਨ੍ਹਾਂ ਕਿਹਾ ਕਿ ਪਿਛਲੇ ਸਾਢੇ ਤਿੰਨ ਸਾਲਾਂ ਦੌਰਾਨ ਸਰਕਾਰ ਨੇ ਲੋਕਾਂ ਨਾਲ ਕੀਤੇ ਵਾਅਦੇ ਪੂਰੇ ਨਹੀਂ ਕੀਤੇ ਅਤੇ ਹੁਣ ਧਿਆਨ ਭਟਕਾਉਣ ਲਈ ਬਿਆਨਬਾਜ਼ੀ ਕੀਤੀ ਜਾ ਰਹੀ ਹੈ। ਅਕਾਲੀ ਆਗੂਆਂ ਨੇ ਮੰਗ ਕੀਤੀ ਕਿ ਹੜ੍ਹ ਪ੍ਰਭਾਵਿਤ ਇਲਾਕਿਆਂ ਵਿੱਚ ਵਿਸ਼ੇਸ਼ ਗਿਰਦਾਵਰੀ ਕਰਵਾ ਕੇ ਕਿਸਾਨਾਂ ਨੂੰ ਤੁਰੰਤ ਮੁਆਵਜ਼ਾ ਦਿੱਤਾ ਜਾਵੇ। ਉਨ੍ਹਾਂ ਇਹ ਵੀ ਕਿਹਾ ਕਿ ਪਾਰਟੀ ਵਰਕਰ ਲਗਾਤਾਰ ਪੀੜਤ ਪਰਿਵਾਰਾਂ ਦੀ ਮਦਦ ਕਰ ਰਹੇ ਹਨ ਅਤੇ ਲੰਗਰ, ਦਵਾਈਆਂ ਤੇ ਹੋਰ ਜ਼ਰੂਰੀ ਵਸਤਾਂ ਪਹੁੰਚਾ ਰਹੇ ਹਨ। ਉਨ੍ਹਾਂ ਕਿਹਾ ਕਿ ਪਾਣੀ ਉਤਰਨ ਤੋਂ ਬਾਅਦ ਬਿਮਾਰੀਆਂ ਫੈਲਣ ਦਾ ਖ਼ਤਰਾ ਵੀ ਹੈ ਜਿਸ ਲਈ ਸਿਹਤ ਵਿਭਾਗ ਨੂੰ ਪਹਿਲਾਂ ਹੀ ਤਿਆਰੀ ਕਰਨੀ ਚਾਹੀਦੀ ਹੈ। ਇਸ ਮੌਕੇ ਤੇ ਪਾਰਟੀ ਦੇ ਕਈ ਸੀਨੀਅਰ ਆਗੂ ਤੇ ਵਰਕਰ ਹਾਜ਼ਰ ਸਨ ਅਤੇ ਉਨ੍ਹਾਂ ਨੇ ਸਰਕਾਰ ਦੀਆਂ ਨੀਤੀਆਂ ਖ਼ਿਲਾਫ਼ ਨਾਅਰੇਬਾਜ਼ੀ ਵੀ ਕੀਤੀ। ਆਗੂਆਂ ਨੇ ਅੰਤ ਵਿੱਚ ਕਿਹਾ ਕਿ ਅਕਾਲੀ ਦਲ ਹਮੇਸ਼ਾ ਪੰਜਾਬ ਦੇ ਲੋਕਾਂ ਦੇ ਨਾਲ ਖੜ੍ਹਾ ਰਿਹਾ ਹੈ ਅਤੇ ਅੱਗੇ ਵੀ ਖੜ੍ਹਾ ਰਹੇਗਾ। <box>370 176 541 500</box>
story-rajasthan-body-cont: ਅੰਮ੍ਰਿਤਸਰ, 13 ਸਤੰਬਰ (ਨਿਊਜ਼ ਬਿਊਰੋ)- ਰਾਜਸਥਾਨ ਤੋਂ ਆਈ ਸੰਗਤ ਨੇ ਹੜ੍ਹ ਪੀੜਤਾਂ ਦੀ ਮਦਦ ਲਈ ਸ਼੍ਰੋਮਣੀ ਗੁਰਦੁਆਰਾ ਪ੍ਰਬੰਧਕ ਕਮੇਟੀ ਨੂੰ 5 ਲੱਖ 51 ਹਜ਼ਾਰ ਰੁਪਏ ਦਾ ਚੈੱਕ ਸੌਂਪਿਆ। ਕਮੇਟੀ ਦੇ ਅਹੁਦੇਦਾਰਾਂ ਨੇ ਸੰਗਤ ਦਾ ਧੰਨਵਾਦ ਕਰਦਿਆਂ ਕਿਹਾ ਕਿ ਇਹ ਰਾਸ਼ੀ ਪੂਰੀ ਪਾਰਦਰਸ਼ਤਾ ਨਾਲ ਪੀੜਤ ਪਰਿਵਾਰਾਂ ਤੱਕ ਪਹੁੰਚਾਈ ਜਾਵੇਗੀ। ਉਨ੍ਹਾਂ ਦੱਸਿਆ ਕਿ ਕਮੇਟੀ ਵੱਲੋਂ ਹੁਣ ਤੱਕ ਹੜ੍ਹ ਪ੍ਰਭਾਵਿਤ ਇਲਾਕਿਆਂ ਵਿੱਚ ਰਾਸ਼ਨ, ਦਵਾਈਆਂ, ਪਸ਼ੂਆਂ ਲਈ ਚਾਰਾ ਅਤੇ ਹੋਰ ਜ਼ਰੂਰੀ ਵਸਤਾਂ ਵੱਡੇ ਪੱਧਰ ਤੇ ਵੰਡੀਆਂ ਜਾ ਚੁੱਕੀਆਂ ਹਨ। ਟੀਮਾਂ ਲਗਾਤਾਰ ਮੌਕੇ ਤੇ ਕੰਮ ਕਰ ਰਹੀਆਂ ਹਨ ਅਤੇ ਜਿੰਨਾ ਚਿਰ ਲੋੜ ਰਹੇਗੀ ਸੇਵਾ ਜਾਰੀ ਰੱਖੀ ਜਾਵੇਗੀ। ਉਨ੍ਹਾਂ ਸਮੂਹ ਸੰਗਤਾਂ ਨੂੰ ਅਪੀਲ ਕੀਤੀ ਕਿ ਉਹ ਇਸ ਸੇਵਾ ਕਾਰਜ ਵਿੱਚ ਖੁੱਲ੍ਹੇ ਦਿਲ ਨਾਲ ਯੋਗਦਾਨ ਪਾਉਣ। ਇਸ ਮੌਕੇ ਤੇ ਕਮੇਟੀ ਦੇ ਮੈਂਬਰ ਤੇ ਅਧਿਕਾਰੀ ਹਾਜ਼ਰ ਸਨ। <box>917 1051 1189 1133</box>
headline-saragarhi-event: ਦਸਮੇਸ਼ ਸਕੂਲ ਵਿਖੇ ਸਾਰਾਗੜ੍ਹੀ ਦੇ ਸ਼ਹੀਦਾਂ ਦੀ ਯਾਦ 'ਚ ਸਮਾਗਮ ਕਰਵਾਇਆ <box>1209 1029 1490 1072</box>
story-hazur-body: ਅੰਮ੍ਰਿਤਸਰ- 13 ਸਤੰਬਰ (ਨਿਊਜ਼ ਬਿਊਰੋ)- ਸੰਤ ਬਾਬਾ ਜੀ ਨੇ ਕੇਂਦਰ ਸਰਕਾਰ ਤੋਂ ਮੰਗ ਕੀਤੀ ਕਿ ਸ੍ਰੀ ਹਜ਼ੂਰ ਸਾਹਿਬ ਜਾਣ ਵਾਲੀਆਂ ਸੰਗਤਾਂ ਦੀ ਸਹੂਲਤ ਲਈ ਸਿੱਧੀਆਂ ਉਡਾਣਾਂ ਤੁਰੰਤ ਸ਼ੁਰੂ ਕੀਤੀਆਂ ਜਾਣ। ਉਨ੍ਹਾਂ ਕਿਹਾ ਕਿ ਹਰ ਸਾਲ ਲੱਖਾਂ ਸ਼ਰਧਾਲੂ ਨਾਂਦੇੜ ਸਾਹਿਬ ਦੇ ਦਰਸ਼ਨਾਂ ਲਈ ਜਾਂਦੇ ਹਨ ਪਰ ਸਿੱਧੀ ਹਵਾਈ ਸੇਵਾ ਨਾ ਹੋਣ ਕਾਰਨ ਉਨ੍ਹਾਂ ਨੂੰ ਭਾਰੀ ਮੁਸ਼ਕਿਲ ਦਾ ਸਾਹਮਣਾ ਕਰਨਾ ਪੈਂਦਾ ਹੈ। ਉਨ੍ਹਾਂ ਕਿਹਾ ਕਿ ਸਰਕਾਰ ਨੂੰ ਇਸ ਪਾਸੇ ਤੁਰੰਤ ਧਿਆਨ ਦੇਣਾ ਚਾਹੀਦਾ ਹੈ। ਇਸ ਮੌਕੇ ਤੇ ਸੰਗਤਾਂ ਨੇ ਵੀ ਇਸ ਮੰਗ ਦੀ ਹਮਾਇਤ ਕੀਤੀ। <box>1194 875 1398 947</box>
story-vet-body: ਅੰਮ੍ਰਿਤਸਰ, 13 ਸਤੰਬਰ (ਸੁਖਮ ਸਿੰਘ)- ਖ਼ਾਲਸਾ ਕਾਲਜ ਆਫ਼ ਵੈਟਰਨਰੀ ਐਂਡ ਐਨੀਮਲ ਸਾਇੰਸਜ਼ ਦੀ ਟੀਮ ਨੇ ਹੜ੍ਹ ਪ੍ਰਭਾਵਿਤ ਪਿੰਡਾਂ ਵਿੱਚ ਪਹੁੰਚ ਕੇ ਪਸ਼ੂ ਪਾਲਕਾਂ ਨੂੰ ਮੁਫ਼ਤ ਦਵਾਈਆਂ ਵੰਡੀਆਂ ਅਤੇ ਬਿਮਾਰ ਪਸ਼ੂਆਂ ਦਾ ਇਲਾਜ ਕੀਤਾ। ਮਾਹਿਰ ਡਾਕਟਰਾਂ ਨੇ ਦੱਸਿਆ ਕਿ ਹੜ੍ਹ ਤੋਂ ਬਾਅਦ ਪਸ਼ੂਆਂ ਵਿੱਚ ਚਮੜੀ ਰੋਗ, ਪੇਟ ਦੀਆਂ ਬਿਮਾਰੀਆਂ ਅਤੇ ਬੁਖ਼ਾਰ ਦੀ ਸ਼ਿਕਾਇਤ ਵਧ ਜਾਂਦੀ ਹੈ, ਇਸ ਲਈ ਸਮੇਂ ਸਿਰ ਇਲਾਜ ਬਹੁਤ ਜ਼ਰੂਰੀ ਹੈ। ਉਨ੍ਹਾਂ ਨੇ ਪਸ਼ੂ ਪਾਲਕਾਂ ਨੂੰ ਸਾਫ਼ ਪਾਣੀ ਅਤੇ ਸੁੱਕੇ ਚਾਰੇ ਦੀ ਵਰਤੋਂ ਕਰਨ ਦੀ ਸਲਾਹ ਦਿੱਤੀ। ਟੀਮ ਨੇ ਕਈ ਪਿੰਡਾਂ ਵਿੱਚ ਕੈਂਪ ਲਗਾ ਕੇ ਸੈਂਕੜੇ ਪਸ਼ੂਆਂ ਦਾ ਮੁਆਇਨਾ ਕੀਤਾ ਅਤੇ ਲੋੜੀਂਦੀਆਂ ਦਵਾਈਆਂ ਮੁਫ਼ਤ ਦਿੱਤੀਆਂ। ਕਾਲਜ ਪ੍ਰਬੰਧਕਾਂ ਨੇ ਕਿਹਾ ਕਿ ਇਹ ਸੇਵਾ ਅੱਗੇ ਵੀ ਜਾਰੀ ਰਹੇਗੀ ਅਤੇ ਵਿਦਿਆਰਥੀ ਵੀ ਇਸ ਕਾਰਜ ਵਿੱਚ ਵਧ ਚੜ੍ਹ ਕੇ ਹਿੱਸਾ ਲੈ ਰਹੇ ਹਨ। ਪਿੰਡ ਵਾਸੀਆਂ ਨੇ ਕਾਲਜ ਦੀ ਟੀਮ ਦਾ ਧੰਨਵਾਦ ਕੀਤਾ ਅਤੇ ਕਿਹਾ ਕਿ ਇਸ ਔਖੇ ਸਮੇਂ ਵਿੱਚ ਅਜਿਹੀ ਮਦਦ ਬਹੁਤ ਵੱਡਾ ਸਹਾਰਾ ਹੈ। <box>370 1201 912 1257</box>
subhead-rajasthan-donation: ਸ਼੍ਰੋਮਣੀ ਕਮੇਟੀ ਨੇ ਹੁਣ ਤੱਕ ਕਰੋੜਾਂ ਰੁਪਏ ਦੀ ਰਾਹਤ ਵੰਡੀ <box>918 504 1188 522</box>
headline-col3-misc: ਕਰ ਭਲਾ ਹੋ ਭਲਾ ਸੁਸਾਇਟੀ ਵੱਲੋਂ ਖ਼ਾਲਸਾ ਸੀਨੀਅਰ ਸੈਕੰਡਰੀ ਸਕੂਲ ਬੁਢਾਣੀ ਦੇ ਵਿਦਿਆਰਥੀਆਂ ਲਈ ਲੈਪਟਾਪ ਭੇਟ ਕੀਤਾ <box>919 1149 1187 1200</box>
photo-relief-convoy <box>8 1049 365 1230</box>
headline-gandha-singh-school: ਬਾਬਾ ਗਾਂਧਾ ਸਿੰਘ ਪਬਲਿਕ ਸਕੂਲ ਵਿਖੇ ਐਨ.ਸੀ.ਸੀ. ਵੱਲੋਂ ਅਧਿਆਪਕਾਂ ਲਈ ਵਰਕਸ਼ਾਪ ਦਾ ਅਯੋਜਨ ਕੀਤਾ <box>10 526 362 560</box>
headline-lok-hit-mission: ਲੋਕ ਹਿੱਤ ਮਿਸ਼ਨ ਅਤੇ ਮਿਸਲ ਸਤਲੁਜ ਦਾ ਕਾਫ਼ਲਾ ਹੜ੍ਹ ਰਾਹਤ ਸਮੱਗਰੀ ਲੈ ਕੇ ਫ਼ਾਜ਼ਿਲਕਾ ਲਈ ਹੋਇਆ ਰਵਾਨਾ <box>13 1009 360 1042</box>
col3-top-filler-text: ਚੰਡੀਗੜ੍ਹ, 13 ਸਤੰਬਰ (ਕੁਲਜਿੰਦਰ ਸਿੰਘ)- ਆਗੂ ਨੇ ਦੱਸਿਆ ਕਿ ਸੰਸਥਾ ਵੱਲੋਂ ਮਨਾਏ ਜਾ ਰਹੇ ਅੰਤਰਰਾਸ਼ਟਰੀ ਦਿਹਾੜੇ ਤੇ ਵੱਡੇ ਪੱਧਰ ਤੇ ਸ਼ਮੂਲੀਅਤ ਕੀਤੀ ਜਾਵੇਗੀ। ਉਨ੍ਹਾਂ ਕਿਹਾ ਕਿ ਇਸ ਸਮਾਗਮ ਵਿੱਚ ਦੇਸ਼ ਵਿਦੇਸ਼ ਤੋਂ ਵੱਡੀ ਗਿਣਤੀ ਵਿੱਚ ਸ਼ਰਧਾਲੂ ਪਹੁੰਚ ਰਹੇ ਹਨ। ਪ੍ਰਬੰਧਕਾਂ ਨੇ ਦੱਸਿਆ ਕਿ ਸਮਾਗਮ ਦੀਆਂ ਤਿਆਰੀਆਂ ਮੁਕੰਮਲ ਕਰ ਲਈਆਂ ਗਈਆਂ ਹਨ ਅਤੇ ਸੰਗਤਾਂ ਲਈ ਰਿਹਾਇਸ਼, ਲੰਗਰ ਤੇ ਪਾਰਕਿੰਗ ਦੇ ਵਿਸ਼ੇਸ਼ ਪ੍ਰਬੰਧ ਕੀਤੇ ਗਏ ਹਨ। ਉਨ੍ਹਾਂ ਨੇ ਸਮੂਹ ਸੰਗਤਾਂ ਨੂੰ ਅਪੀਲ ਕੀਤੀ ਕਿ ਉਹ ਵੱਧ ਤੋਂ ਵੱਧ ਗਿਣਤੀ ਵਿੱਚ ਪਹੁੰਚ ਕੇ ਸਮਾਗਮ ਨੂੰ ਸਫ਼ਲ ਬਣਾਉਣ। ਇਸ ਮੌਕੇ ਤੇ ਹੋਰ ਵੀ ਕਈ ਆਗੂ ਹਾਜ਼ਰ ਸਨ। <box>917 52 1189 131</box>
headline-rajasthan-donation: ਰਾਜਸਥਾਨ ਦੀਆਂ ਸੰਗਤਾਂ ਨੇ ਸ਼੍ਰੋਮਣੀ ਕਮੇਟੀ ਨੂੰ ਰਾਹਤ ਕਾਰਜਾਂ ਲਈ ਦਿੱਤੇ 5 ਲੱਖ 51 ਹਜ਼ਾਰ ਰੁਪਏ <box>927 465 1179 497</box>
masthead-left <box>8 8 199 39</box>
masthead-right <box>1281 9 1504 39</box>
photo-baba-portrait <box>1402 878 1504 1012</box>
photo-ramlila <box>8 310 365 428</box>
photo-youth-group <box>1194 95 1504 244</box>
headline-bhagipura-youth: ਪਿੰਡ ਭਗੀਪੁਰਾ ਤੋਂ ਨੌਜਵਾਨਾਂ ਨੇ ਹੜ੍ਹ ਪੀੜਤਾਂ ਨੂੰ ਤੂੜੀ ਤੇ ਅਚਾਰ ਦੀ ਸੇਵਾ ਪਹੁੰਚਾਈ <box>1196 54 1503 87</box>
photo-vet-camp <box>516 1014 912 1195</box>
headline-rama-club: ਰਾਮਾ ਨਾਟਕ ਕਲੱਬ ਵੱਲੋਂ ਕੱਚੀ ਸ਼ੋਭਾ ਯਾਤਰਾ 22 ਤੋਂ ਸ਼ੁਰੂ ਹੋਵੇਗੀ ਸ੍ਰੀ ਰਾਮਲੀਲਾ <box>32 270 341 303</box>
lead-text-left <box>371 176 541 501</box>
photo-caption-1: ਰਾਊਂਸ਼ਾਲਾ ਵਿਖੇ ਸੰਤ ਸ਼ੁਦਾਈ ਮਹੇਸ਼ ਮੁਨੀ ਜੀ ਸ਼ੇਰੇ ਵਾਲਿਆਂ ਦੀ ਬਰਸਾਨਾ ਸਮਾਗਮ ਵੱਡੇ ਪੱਧਰ ਤੇ ਮਨਾਇਆ ਜਾਵੇਗਾ - ਪ੍ਰਧਾਨ <box>8 141 325 150</box>
page-columns <box>8 51 1504 2368</box>
swatch-group-2 <box>715 2398 797 2411</box>
headline-international-day: ਅੰਮ੍ਰਿਤਸਰ ਵਿਖੇ ਅੰਤਰਰਾਸ਼ਟਰੀ ਮਹਾਰੰਗਤ ਦਿਹਾੜੇ ਤੇ ਸ਼ਮੂਲੀਅਤ ਕੀਤੀ ਜਾਵੇਗੀ :- ਸਿੰਗਰੋਜੀਵਾਲਾ <box>923 256 1183 288</box>
story-4-body: ਬਟਾਲਾ/ ਕਲਾਨੌਰ, 13 ਸਤੰਬਰ (ਮੋਹਨ ਸਿੰਘ)- ਹਲਕੇ ਦੇ ਕਾਂਗਰਸੀ ਆਗੂ ਨੇ ਕਿਹਾ ਕਿ ਇਲਾਕੇ ਦੀਆਂ ਸੜਕਾਂ ਦੀ ਹਾਲਤ ਬੇਹੱਦ ਖਸਤਾ ਹੋ ਚੁੱਕੀ ਹੈ ਅਤੇ ਬਰਸਾਤਾਂ ਦੌਰਾਨ ਟੋਇਆਂ ਵਿੱਚ ਪਾਣੀ ਭਰ ਜਾਣ ਕਾਰਨ ਰਾਹਗੀਰਾਂ ਨੂੰ ਭਾਰੀ ਮੁਸ਼ਕਿਲਾਂ ਦਾ ਸਾਹਮਣਾ ਕਰਨਾ ਪੈ ਰਿਹਾ ਹੈ। ਉਨ੍ਹਾਂ ਨੇ ਪ੍ਰਸ਼ਾਸਨ ਤੋਂ ਮੰਗ ਕੀਤੀ ਕਿ ਜਲਦ ਤੋਂ ਜਲਦ ਸੜਕਾਂ ਦੀ ਮੁਰੰਮਤ ਕਰਵਾਈ ਜਾਵੇ। ਇਸ ਮੌਕੇ ਤੇ ਉਨ੍ਹਾਂ ਆਪਣੇ ਪੱਧਰ ਤੇ ਟੋਇਆਂ ਨੂੰ ਭਰਵਾਉਣ ਦਾ ਕੰਮ ਸ਼ੁਰੂ ਕਰਵਾਇਆ। ਪਿੰਡ ਵਾਸੀਆਂ ਨੇ ਇਸ ਉਪਰਾਲੇ ਦੀ ਸ਼ਲਾਘਾ ਕੀਤੀ ਅਤੇ ਕਿਹਾ ਕਿ ਸਰਕਾਰ ਨੂੰ ਪਿੰਡਾਂ ਦੇ ਵਿਕਾਸ ਵੱਲ ਵਿਸ਼ੇਸ਼ ਧਿਆਨ ਦੇਣਾ ਚਾਹੀਦਾ ਹੈ। ਇਸ ਮੌਕੇ ਹੋਰ ਵੀ ਕਈ ਆਗੂ ਹਾਜ਼ਰ ਸਨ। <box>8 925 365 992</box>
photo-visa-ceremony <box>1194 363 1504 513</box>
headline-jms-immigration: ਜੇ.ਐਮ.ਐਸ. ਇਮੀਗ੍ਰੇਸ਼ਨ ਵੱਲੋਂ ਗੁਰਜਿੰਦਰ ਕੌਰ ਦਾ ਲਗਵਾਇਆ ਆਸਟ੍ਰੇਲੀਆ ਦਾ ਵਿਜ਼ਿਟਰ ਵੀਜ਼ਾ <box>1202 323 1497 356</box>
swatch-group-1 <box>317 2398 399 2411</box>
lead-subhead: ਮੁੱਖ ਮੰਤਰੀ ਨੂੰ ਸਤਾ ਰਿਹਾ ਸੁਖਬੀਰ ਬਾਦਲ ਦਾ ਡਰ, 2027 ਵਿੱਚ ਆ ਗਿਆ ਸ਼੍ਰੋਮਣੀ ਅਕਾਲੀ ਦਲ : ਅਕਾਲੀ ਆਗੂ <box>371 152 912 171</box>
story-ration-sidebar: ਰਾਜਪੁਰਾ/ਪਟਿਆਲਾ, 13 ਸਤੰਬਰ (ਨਿਊਜ਼ ਬਿਊਰੋ)- ਸੰਸਥਾ ਵੱਲੋਂ ਹਰ ਮਹੀਨੇ ਲੋੜਵੰਦ ਪਰਿਵਾਰਾਂ ਨੂੰ ਰਾਸ਼ਨ ਵੰਡਣ ਦੀ ਸੇਵਾ ਕੀਤੀ ਜਾਂਦੀ ਹੈ। ਇਸ ਵਾਰ ਵੀ ਵੱਡੀ ਗਿਣਤੀ ਵਿੱਚ ਪਰਿਵਾਰਾਂ ਨੂੰ ਆਟਾ, ਦਾਲਾਂ, ਚਾਵਲ, ਤੇਲ, ਖੰਡ, ਚਾਹ ਪੱਤੀ ਅਤੇ ਹੋਰ ਜ਼ਰੂਰੀ ਵਸਤਾਂ ਦੀਆਂ ਕਿੱਟਾਂ ਦਿੱਤੀਆਂ ਗਈਆਂ। <box>810 563 912 646</box>
story-3-body: ਬਟਾਲਾ, 13 ਸਤੰਬਰ (ਜਸਵੀਰ ਸਿੰਘ ਸੇਠੀ)- ਇਲਾਕੇ ਦੀ ਪ੍ਰਸਿੱਧ ਵਿੱਦਿਅਕ ਸੰਸਥਾ ਬਾਬਾ ਗਾਂਧਾ ਸਿੰਘ ਪਬਲਿਕ ਸਕੂਲ ਵਿਖੇ ਅਧਿਆਪਕਾਂ ਲਈ ਇੱਕ ਰੋਜ਼ਾ ਵਰਕਸ਼ਾਪ ਕਰਵਾਈ ਗਈ। ਇਸ ਵਰਕਸ਼ਾਪ ਵਿੱਚ ਮਾਹਿਰਾਂ ਨੇ ਅਧਿਆਪਕਾਂ ਨੂੰ ਨਵੀਂ ਸਿੱਖਿਆ ਨੀਤੀ ਬਾਰੇ ਵਿਸਥਾਰ ਨਾਲ ਜਾਣਕਾਰੀ ਦਿੱਤੀ। ਸਕੂਲ ਦੇ ਪ੍ਰਿੰਸੀਪਲ ਨੇ ਦੱਸਿਆ ਕਿ ਅਜਿਹੀਆਂ ਵਰਕਸ਼ਾਪਾਂ ਨਾਲ ਅਧਿਆਪਕਾਂ ਦੀ ਕਾਰਜ ਕੁਸ਼ਲਤਾ ਵਿੱਚ ਵਾਧਾ ਹੁੰਦਾ ਹੈ ਅਤੇ ਵਿਦਿਆਰਥੀਆਂ ਨੂੰ ਇਸ ਦਾ ਸਿੱਧਾ ਲਾਭ ਮਿਲਦਾ ਹੈ। ਵਰਕਸ਼ਾਪ ਦੌਰਾਨ ਅਧਿਆਪਕਾਂ ਨੇ ਵੱਖ ਵੱਖ ਵਿਸ਼ਿਆਂ ਤੇ ਆਪਣੇ ਵਿਚਾਰ ਸਾਂਝੇ ਕੀਤੇ। ਅੰਤ ਵਿੱਚ ਮਾਹਿਰਾਂ ਦਾ ਸਨਮਾਨ ਕੀਤਾ ਗਿਆ ਅਤੇ ਸਮੂਹ ਸਟਾਫ ਨੇ ਧੰਨਵਾਦ ਕੀਤਾ। ਇਸ ਮੌਕੇ ਸਕੂਲ ਮੈਨੇਜਮੈਂਟ ਦੇ ਮੈਂਬਰ ਵੀ ਹਾਜ਼ਰ ਸਨ। <box>8 679 365 746</box>
headline-khalsa-academy-ration: ਸੰਤ ਬਾਬਾ ਗੁਰਬਖਸ਼ ਸਿੰਘ ਖ਼ਾਲਸਾ ਅਕੈਡਮੀ ਵੱਲੋਂ ਲੋੜਵੰਦ ਪਰਿਵਾਰਾਂ ਨੂੰ ਮਹੀਨਾਵਾਰ ਰਾਸ਼ਨ ਵੰਡਿਆ <box>384 518 898 557</box>
story-intl-body-cont: ਚੰਡੀਗੜ੍ਹ, 13 ਸਤੰਬਰ (ਕੁਲਜਿੰਦਰ ਸਿੰਘ)- ਆਗੂ ਨੇ ਦੱਸਿਆ ਕਿ ਸੰਸਥਾ ਵੱਲੋਂ ਮਨਾਏ ਜਾ ਰਹੇ ਅੰਤਰਰਾਸ਼ਟਰੀ ਦਿਹਾੜੇ ਤੇ ਵੱਡੇ ਪੱਧਰ ਤੇ ਸ਼ਮੂਲੀਅਤ ਕੀਤੀ ਜਾਵੇਗੀ। ਉਨ੍ਹਾਂ ਕਿਹਾ ਕਿ ਇਸ ਸਮਾਗਮ ਵਿੱਚ ਦੇਸ਼ ਵਿਦੇਸ਼ ਤੋਂ ਵੱਡੀ ਗਿਣਤੀ ਵਿੱਚ ਸ਼ਰਧਾਲੂ ਪਹੁੰਚ ਰਹੇ ਹਨ। ਪ੍ਰਬੰਧਕਾਂ ਨੇ ਦੱਸਿਆ ਕਿ ਸਮਾਗਮ ਦੀਆਂ ਤਿਆਰੀਆਂ ਮੁਕੰਮਲ ਕਰ ਲਈਆਂ ਗਈਆਂ ਹਨ ਅਤੇ ਸੰਗਤਾਂ ਲਈ ਰਿਹਾਇਸ਼, ਲੰਗਰ ਤੇ ਪਾਰਕਿੰਗ ਦੇ ਵਿਸ਼ੇਸ਼ ਪ੍ਰਬੰਧ ਕੀਤੇ ਗਏ ਹਨ। ਉਨ੍ਹਾਂ ਨੇ ਸਮੂਹ ਸੰਗਤਾਂ ਨੂੰ ਅਪੀਲ ਕੀਤੀ ਕਿ ਉਹ ਵੱਧ ਤੋਂ ਵੱਧ ਗਿਣਤੀ ਵਿੱਚ ਪਹੁੰਚ ਕੇ ਸਮਾਗਮ ਨੂੰ ਸਫ਼ਲ ਬਣਾਉਣ। ਇਸ ਮੌਕੇ ਤੇ ਹੋਰ ਵੀ ਕਈ ਆਗੂ ਹਾਜ਼ਰ ਸਨ। <box>917 387 1189 448</box>
lead-headline: ਮੁੱਖ ਮੰਤਰੀ ਵੱਲੋਂ ਸੁਖਬੀਰ ਬਾਦਲ ਤੇ ਕਸੇ ਤੰਜ ਤੇ ਬੋਲੇ ਅਕਾਲੀ ਆਗੂ, ਬਿਨਾਂ ਮਤਲਬ ਦੀ ਬਿਆਨਬਾਜ਼ੀ ਨਹੀਂ, ਹੜ੍ਹ ਪੀੜਤਾਂ ਦੀ ਕਰੋ ਮਦਦ.. <box>379 55 903 143</box>
headline-congress-roads: ਸੌਣੀ: ਕਾਂਗਰਸੀ ਆਗੂ ਦਲੀਵਾਲ ਵੱਲੋਂ ਅਧਿਆਂਗਵਾਂ ਦੀਆਂ ਟੁੱਟੀਆਂ ਸੜਕਾਂ ਤੇ ਧੱਕੇ ਟੋਇਆਂ ਦੀ ਪੁਰਾਇਆ <box>10 764 362 797</box>
photo-school-group <box>8 567 365 677</box>
paper-title: ਹੱਕ ਸੱਚ ਦਾ ਪਹਿਰੇਦਾਰ <box>1280 8 1504 38</box>
story-intl-body: ਚੰਡੀਗੜ੍ਹ, 13 ਸਤੰਬਰ (ਕੁਲਜਿੰਦਰ ਸਿੰਘ)- ਆਗੂ ਨੇ ਦੱਸਿਆ ਕਿ ਸੰਸਥਾ ਵੱਲੋਂ ਮਨਾਏ ਜਾ ਰਹੇ ਅੰਤਰਰਾਸ਼ਟਰੀ ਦਿਹਾੜੇ ਤੇ ਵੱਡੇ ਪੱਧਰ ਤੇ ਸ਼ਮੂਲੀਅਤ ਕੀਤੀ ਜਾਵੇਗੀ। ਉਨ੍ਹਾਂ ਕਿਹਾ ਕਿ ਇਸ ਸਮਾਗਮ ਵਿੱਚ ਦੇਸ਼ ਵਿਦੇਸ਼ ਤੋਂ ਵੱਡੀ ਗਿਣਤੀ ਵਿੱਚ ਸ਼ਰਧਾਲੂ ਪਹੁੰਚ ਰਹੇ ਹਨ। ਪ੍ਰਬੰਧਕਾਂ ਨੇ ਦੱਸਿਆ ਕਿ ਸਮਾਗਮ ਦੀਆਂ ਤਿਆਰੀਆਂ ਮੁਕੰਮਲ ਕਰ ਲਈਆਂ ਗਈਆਂ ਹਨ ਅਤੇ ਸੰਗਤਾਂ ਲਈ ਰਿਹਾਇਸ਼, ਲੰਗਰ ਤੇ ਪਾਰਕਿੰਗ ਦੇ ਵਿਸ਼ੇਸ਼ ਪ੍ਰਬੰਧ ਕੀਤੇ ਗਏ ਹਨ। ਉਨ੍ਹਾਂ ਨੇ ਸਮੂਹ ਸੰਗਤਾਂ ਨੂੰ ਅਪੀਲ ਕੀਤੀ ਕਿ ਉਹ ਵੱਧ ਤੋਂ ਵੱਧ ਗਿਣਤੀ ਵਿੱਚ ਪਹੁੰਚ ਕੇ ਸਮਾਗਮ ਨੂੰ ਸਫ਼ਲ ਬਣਾਉਣ। ਇਸ ਮੌਕੇ ਤੇ ਹੋਰ ਵੀ ਕਈ ਆਗੂ ਹਾਜ਼ਰ ਸਨ। <box>917 293 1098 386</box>
photo-laptop-handover <box>1194 623 1504 768</box>
color-registration-bar <box>0 2398 1512 2411</box>
column-3 <box>918 51 1188 2368</box>
photo-cheque-handover <box>918 899 1188 1049</box>
story-sidhu-body: ਅੰਮ੍ਰਿਤਸਰ, 13 ਸਤੰਬਰ (ਨਿਊਜ਼ ਬਿਊਰੋ)- ਇਲਾਕੇ ਦੇ ਇੱਕ ਗਰੀਬ ਪਰਿਵਾਰ ਦਾ ਮਕਾਨ ਬਰਸਾਤ ਕਾਰਨ ਢਹਿ ਗਿਆ ਸੀ ਅਤੇ ਪਰਿਵਾਰ ਖੁੱਲ੍ਹੇ ਅਸਮਾਨ ਹੇਠ ਰਹਿਣ ਲਈ ਮਜਬੂਰ ਸੀ। ਜਦੋਂ ਇਹ ਮਾਮਲਾ ਧਿਆਨ ਵਿੱਚ ਆਇਆ ਤਾਂ ਡਾ. ਸਿੱਧੂ ਨੇ ਮੌਕੇ ਤੇ ਪਹੁੰਚ ਕੇ ਪਰਿਵਾਰ ਦਾ ਹਾਲ ਜਾਣਿਆ ਅਤੇ ਮਕਾਨ ਦਾ ਪੁਨਰ ਨਿਰਮਾਣ ਕਰਵਾਉਣ ਦਾ ਸੰਕਲਪ ਲਿਆ। ਉਨ੍ਹਾਂ ਕਿਹਾ ਕਿ ਮਨੁੱਖਤਾ ਦੀ ਸੇਵਾ ਤੋਂ ਵੱਡਾ ਕੋਈ ਧਰਮ ਨਹੀਂ ਹੈ ਅਤੇ ਹਰ ਸਮਰੱਥ ਵਿਅਕਤੀ ਨੂੰ ਲੋੜਵੰਦਾਂ ਦੀ ਮਦਦ ਲਈ ਅੱਗੇ ਆਉਣਾ ਚਾਹੀਦਾ ਹੈ। ਪਰਿਵਾਰ ਦੇ ਮੈਂਬਰਾਂ ਨੇ ਅੱਖਾਂ ਭਰ ਕੇ ਧੰਨਵਾਦ ਕੀਤਾ। ਇਸ ਮੌਕੇ ਤੇ ਇਲਾਕਾ ਨਿਵਾਸੀ ਅਤੇ ਸਮਾਜ ਸੇਵੀ ਸੰਸਥਾਵਾਂ ਦੇ ਨੁਮਾਇੰਦੇ ਹਾਜ਼ਰ ਸਨ ਜਿਨ੍ਹਾਂ ਨੇ ਵੀ ਹਰ ਸੰਭਵ ਸਹਿਯੋਗ ਦੇਣ ਦਾ ਭਰੋਸਾ ਦਿੱਤਾ। <box>753 1295 912 1419</box>
page-number-badge: 6 <box>8 8 39 39</box>
story-5-body: ਖੰਨਾ/ ਲੁਧਿਆਣਾ, 13 ਸਤੰਬਰ (ਲੋਕ ਹਿੱਤ ਮਿਸ਼ਨ)- ਹੜ੍ਹ ਪੀੜਤਾਂ ਦੀ ਮਦਦ ਲਈ ਲੋਕ ਹਿੱਤ ਮਿਸ਼ਨ ਅਤੇ ਮਿਸਲ ਸਤਲੁਜ ਵੱਲੋਂ ਸਾਂਝੇ ਤੌਰ ਤੇ ਰਾਹਤ ਸਮੱਗਰੀ ਦਾ ਕਾਫ਼ਲਾ ਫ਼ਾਜ਼ਿਲਕਾ ਲਈ ਰਵਾਨਾ ਕੀਤਾ ਗਿਆ। ਇਸ ਕਾਫ਼ਲੇ ਵਿੱਚ ਰਾਸ਼ਨ, ਕੱਪੜੇ, ਦਵਾਈਆਂ, ਪਸ਼ੂਆਂ ਲਈ ਚਾਰਾ ਅਤੇ ਹੋਰ ਜ਼ਰੂਰੀ ਸਮਾਨ ਸ਼ਾਮਲ ਹੈ। ਸੰਸਥਾ ਦੇ ਅਹੁਦੇਦਾਰਾਂ ਨੇ ਦੱਸਿਆ ਕਿ ਪੀੜਤ ਪਰਿਵਾਰਾਂ ਤੱਕ ਸਿੱਧੇ ਤੌਰ ਤੇ ਸਮੱਗਰੀ ਪਹੁੰਚਾਈ ਜਾਵੇਗੀ। ਉਨ੍ਹਾਂ ਕਿਹਾ ਕਿ ਇਹ ਸੇਵਾ ਅੱਗੇ ਵੀ ਜਾਰੀ ਰਹੇਗੀ ਅਤੇ ਜਿੰਨਾ ਚਿਰ ਹਾਲਾਤ ਆਮ ਵਰਗੇ ਨਹੀਂ ਹੋ ਜਾਂਦੇ ਓਨਾ ਚਿਰ ਟੀਮਾਂ ਮੌਕੇ ਤੇ ਡਟੀਆਂ ਰਹਿਣਗੀਆਂ। ਇਸ ਮੌਕੇ ਤੇ ਸ਼ਹਿਰ ਦੇ ਦਾਨੀ ਸੱਜਣਾਂ ਦਾ ਵਿਸ਼ੇਸ਼ ਧੰਨਵਾਦ ਕੀਤਾ ਗਿਆ ਜਿਨ੍ਹਾਂ ਨੇ ਖੁੱਲ੍ਹੇ ਦਿਲ ਨਾਲ ਸਹਿਯੋਗ ਦਿੱਤਾ। <box>8 1233 365 1300</box>
issue-date: ਐਤਵਾਰ, 14 ਸਤੰਬਰ 2025 <box>49 15 199 32</box>
